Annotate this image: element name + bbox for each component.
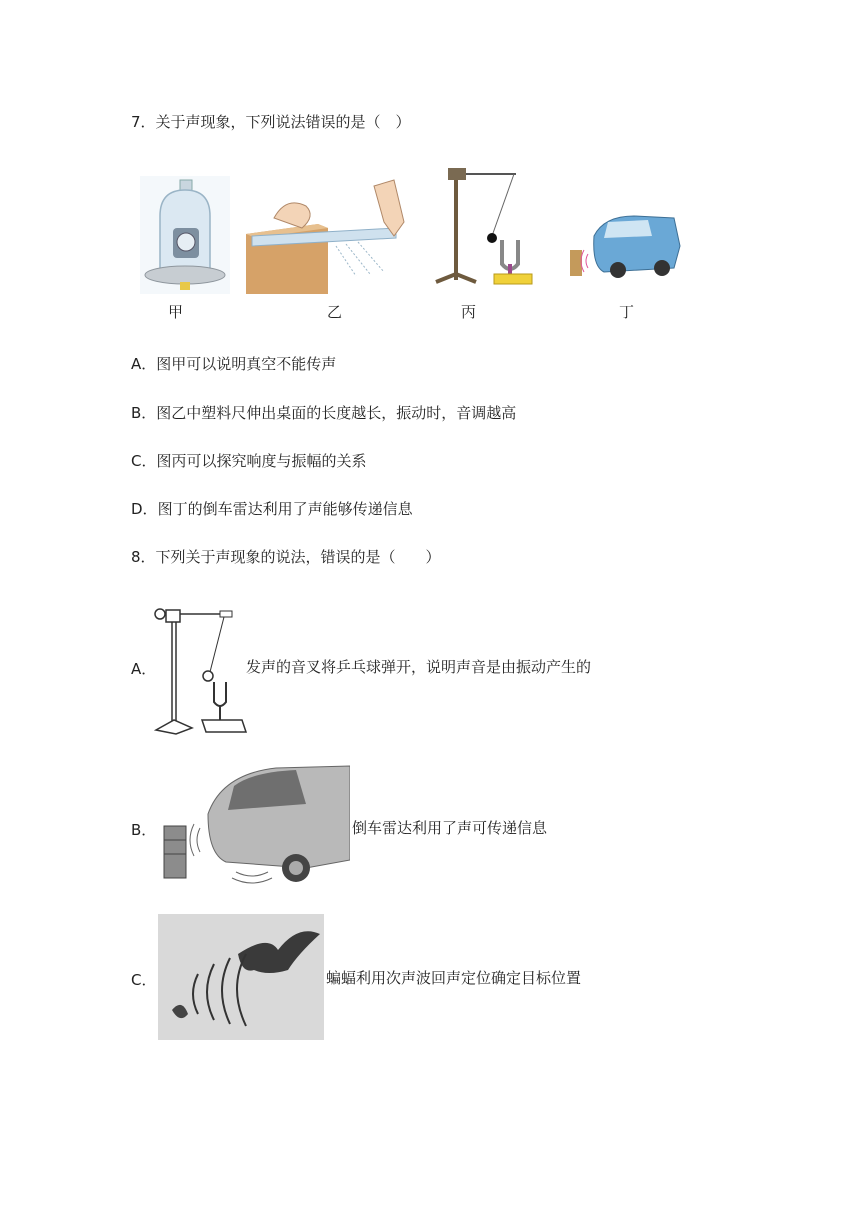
option-letter: A． — [131, 355, 157, 373]
reversing-car-grayscale-figure — [156, 764, 350, 888]
q7-option-b[interactable] — [131, 403, 516, 423]
bat-echolocation-figure — [158, 914, 324, 1040]
question-7-stem: 7．关于声现象，下列说法错误的是（ ） — [131, 113, 411, 131]
q8-option-b-text[interactable]: 倒车雷达利用了声可传递信息 — [352, 819, 548, 837]
q7-option-c[interactable] — [131, 451, 367, 471]
caption-yi: 乙 — [327, 303, 343, 321]
option-letter: C． — [131, 452, 157, 470]
reversing-car-figure — [564, 206, 682, 284]
option-text: 图丙可以探究响度与振幅的关系 — [156, 452, 367, 470]
caption-bing: 丙 — [461, 303, 477, 321]
option-letter: B． — [131, 404, 157, 422]
option-text: 图乙中塑料尺伸出桌面的长度越长，振动时，音调越高 — [156, 404, 517, 422]
caption-ding: 丁 — [619, 303, 635, 321]
option-letter: D． — [131, 500, 158, 518]
q8-option-c-text[interactable]: 蝙蝠利用次声波回声定位确定目标位置 — [326, 969, 582, 987]
ruler-figure — [246, 176, 406, 294]
caption-jia: 甲 — [168, 303, 184, 321]
tuning-fork-pendulum-figure — [430, 164, 540, 290]
tuning-fork-pingpong-figure — [152, 602, 248, 740]
q8-option-a-text[interactable]: 发声的音叉将乒乓球弹开，说明声音是由振动产生的 — [246, 658, 592, 676]
option-text: 图丁的倒车雷达利用了声能够传递信息 — [157, 500, 413, 518]
option-text: 图甲可以说明真空不能传声 — [156, 355, 337, 373]
question-8-stem: 8．下列关于声现象的说法，错误的是（ ） — [131, 548, 441, 566]
q8-option-a-letter[interactable]: A． — [131, 660, 157, 678]
q7-option-d[interactable] — [131, 499, 413, 519]
q7-option-a[interactable] — [131, 354, 336, 374]
q8-option-b-letter[interactable]: B． — [131, 821, 157, 839]
q8-option-c-letter[interactable]: C． — [131, 971, 157, 989]
bell-jar-figure — [140, 176, 230, 294]
